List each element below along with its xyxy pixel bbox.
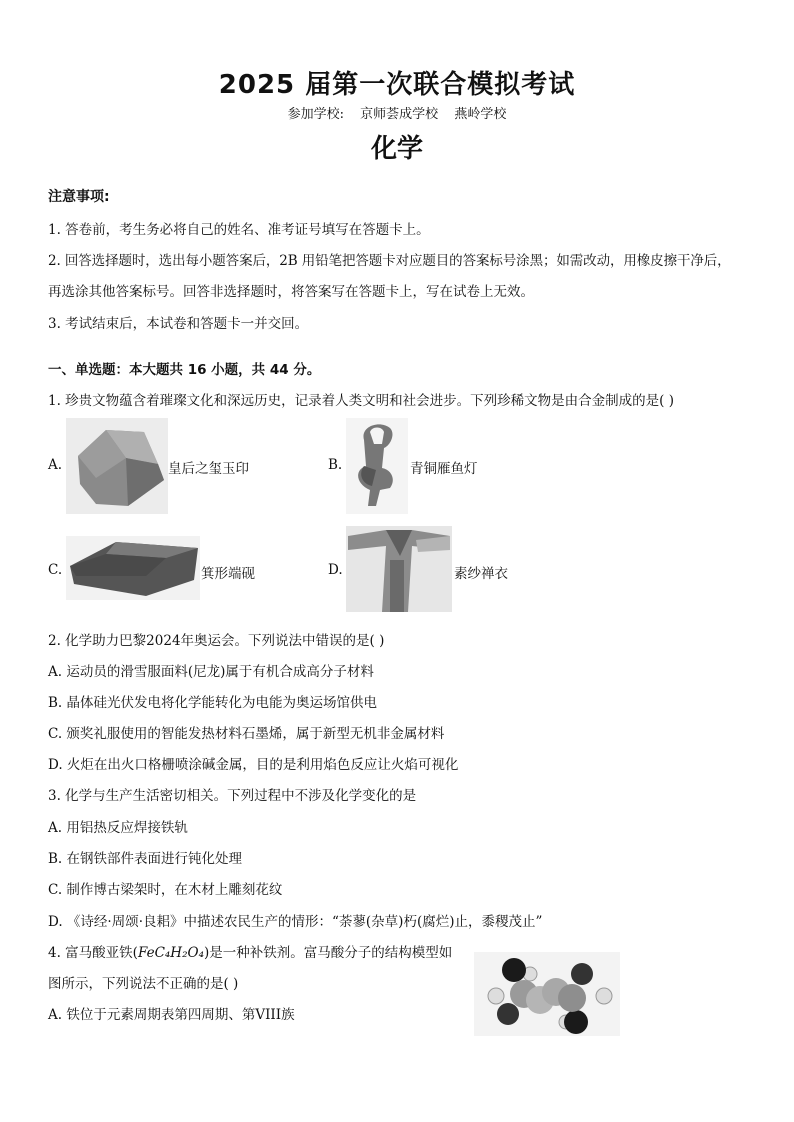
question-stem: 1. 珍贵文物蕴含着璀璨文化和深远历史，记录着人类文明和社会进步。下列珍稀文物是由合金制成的是( ) xyxy=(48,393,674,409)
notice-item: 3. 考试结束后，本试卷和答题卡一并交回。 xyxy=(48,316,309,332)
question-stem xyxy=(48,941,452,961)
option-label: D. xyxy=(328,562,343,578)
chemical-formula: FeC₄H₂O₄ xyxy=(137,945,204,961)
school-name-1: 京师荟成学校 xyxy=(360,107,439,122)
notice-heading: 注意事项: xyxy=(48,189,110,205)
question-stem: 2. 化学助力巴黎2024年奥运会。下列说法中错误的是( ) xyxy=(48,633,385,649)
option-text: 素纱禅衣 xyxy=(454,566,508,582)
question-option: C. 制作博古梁架时，在木材上雕刻花纹 xyxy=(48,882,283,898)
notice-item: 2. 回答选择题时，选出每小题答案后，2B 用铅笔把答题卡对应题目的答案标号涂黑；如需改动，用橡皮擦干净后， xyxy=(48,253,731,269)
participating-schools xyxy=(0,103,794,122)
option-text: 皇后之玺玉印 xyxy=(168,461,249,477)
fumaric-acid-model-image xyxy=(474,952,620,1036)
schools-label: 参加学校: xyxy=(287,107,345,122)
notice-item: 再选涂其他答案标号。回答非选择题时，将答案写在答题卡上，写在试卷上无效。 xyxy=(48,284,534,300)
question-option: B. 晶体硅光伏发电将化学能转化为电能为奥运场馆供电 xyxy=(48,695,378,711)
question-option: C. 颁奖礼服使用的智能发热材料石墨烯，属于新型无机非金属材料 xyxy=(48,726,445,742)
question-option: A. 铁位于元素周期表第四周期、第VIII族 xyxy=(48,1007,295,1023)
school-name-2: 燕岭学校 xyxy=(454,107,507,122)
question-option: D. 火炬在出火口格栅喷涂碱金属，目的是利用焰色反应让火焰可视化 xyxy=(48,757,459,773)
notice-item: 1. 答卷前，考生务必将自己的姓名、准考证号填写在答题卡上。 xyxy=(48,222,430,238)
question-option: A. 用铝热反应焊接铁轨 xyxy=(48,820,188,836)
question-stem-line: 图所示，下列说法不正确的是( ) xyxy=(48,976,239,992)
stem-part: )是一种补铁剂。富马酸分子的结构模型如 xyxy=(203,945,453,961)
inkstone-image xyxy=(66,536,200,600)
jade-seal-image xyxy=(66,418,168,514)
option-label: C. xyxy=(48,562,63,578)
question-stem: 3. 化学与生产生活密切相关。下列过程中不涉及化学变化的是 xyxy=(48,788,417,804)
bronze-lamp-image xyxy=(346,418,408,514)
question-option: A. 运动员的滑雪服面料(尼龙)属于有机合成高分子材料 xyxy=(48,664,374,680)
question-option: B. 在钢铁部件表面进行钝化处理 xyxy=(48,851,243,867)
subject-title: 化学 xyxy=(370,134,423,164)
exam-title: 2025 届第一次联合模拟考试 xyxy=(218,70,576,100)
option-label: B. xyxy=(328,457,343,473)
stem-part: 4. 富马酸亚铁( xyxy=(48,945,138,961)
option-text: 箕形端砚 xyxy=(201,566,255,582)
option-text: 青铜雁鱼灯 xyxy=(410,461,478,477)
section-heading: 一、单选题：本大题共 16 小题，共 44 分。 xyxy=(48,362,321,378)
option-label: A. xyxy=(48,457,63,473)
silk-robe-image xyxy=(346,526,452,612)
question-option: D. 《诗经·周颂·良耜》中描述农民生产的情形：“荼蓼(杂草)朽(腐烂)止，黍稷茂止” xyxy=(48,914,543,930)
